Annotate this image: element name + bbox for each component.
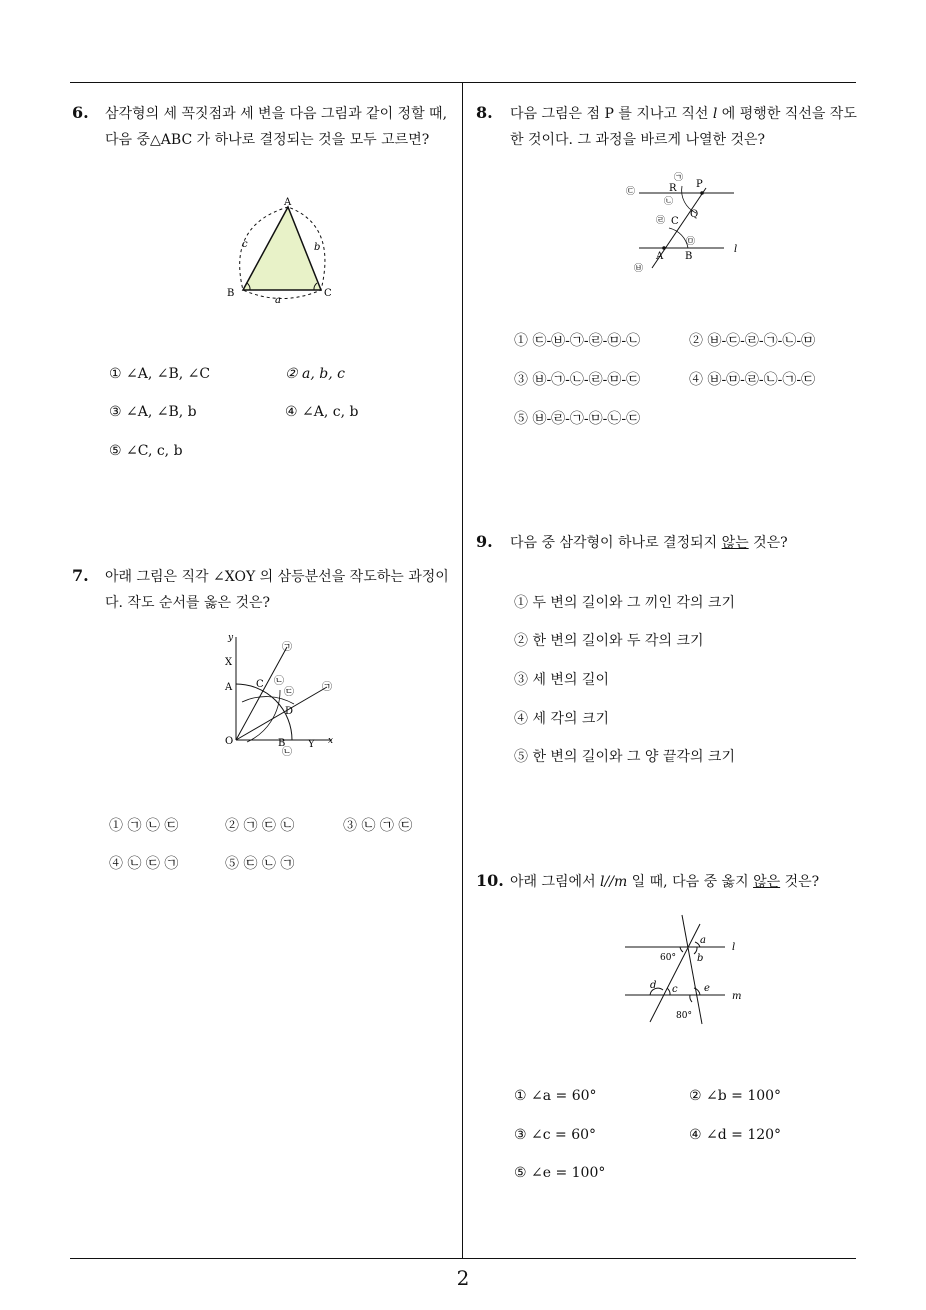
q10-angles-figure xyxy=(620,912,760,1031)
label-60: 60° xyxy=(660,953,676,963)
column-divider xyxy=(462,82,463,1258)
q9-option-5[interactable]: ⑤ 한 변의 길이와 그 양 끝각의 크기 xyxy=(514,749,735,765)
q8-text xyxy=(510,101,860,153)
q8-parallel-figure xyxy=(624,168,749,282)
label-x: x xyxy=(328,736,334,746)
arc-e xyxy=(694,988,700,995)
label-d: d xyxy=(650,980,657,991)
q9-option-4[interactable]: ④ 세 각의 크기 xyxy=(514,711,609,727)
bottom-rule xyxy=(70,1258,856,1259)
label-a: a xyxy=(700,935,706,946)
mark-d: ㉢ xyxy=(626,187,636,197)
label-c: c xyxy=(672,984,678,995)
q8-option-2[interactable]: ② ㉥-㉢-㉣-㉠-㉡-㉤ xyxy=(689,333,816,349)
label-B: B xyxy=(685,251,693,262)
mark-g1: ㉠ xyxy=(282,642,292,653)
q6-text: 삼각형의 세 꼭짓점과 세 변을 다음 그림과 같이 정할 때, 다음 중△ABC 가 하나로 결정되는 것을 모두 고르면? xyxy=(105,106,448,148)
mark-d1: ㉢ xyxy=(284,687,294,698)
q6-option-4[interactable]: ④ ∠A, c, b xyxy=(285,404,359,420)
q7-option-4[interactable]: ④ ㉡ ㉢ ㉠ xyxy=(109,856,179,872)
q10-underlined: 않은 xyxy=(753,874,781,890)
label-B: B xyxy=(278,738,286,749)
q9-text-part1: 다음 중 삼각형이 하나로 결정되지 xyxy=(510,535,722,551)
q10-number: 10. xyxy=(476,871,504,890)
transversal-1 xyxy=(682,915,702,1024)
mark-n: ㉡ xyxy=(664,197,674,207)
q7-trisection-figure xyxy=(222,632,347,766)
label-R: R xyxy=(669,183,677,194)
label-X: X xyxy=(225,657,233,668)
label-Q: Q xyxy=(690,209,699,220)
q7-option-3[interactable]: ③ ㉡ ㉠ ㉢ xyxy=(343,818,413,834)
top-rule xyxy=(70,82,856,83)
q10-option-4[interactable]: ④ ∠d = 120° xyxy=(689,1127,782,1143)
q6-option-5[interactable]: ⑤ ∠C, c, b xyxy=(109,443,183,459)
label-c: c xyxy=(242,239,248,250)
label-a: a xyxy=(275,295,281,306)
label-e: e xyxy=(704,983,710,994)
q8-option-5[interactable]: ⑤ ㉥-㉣-㉠-㉤-㉡-㉢ xyxy=(514,411,641,427)
mark-r: ㉣ xyxy=(656,216,666,226)
arc-c xyxy=(667,988,670,995)
q9-option-3[interactable]: ③ 세 변의 길이 xyxy=(514,672,609,688)
q10-text-part2: 일 때, 다음 중 옳지 xyxy=(627,874,754,890)
label-l: l xyxy=(734,244,738,255)
label-y: y xyxy=(228,633,234,643)
q9-number: 9. xyxy=(476,532,493,551)
ray-oc xyxy=(236,647,287,740)
label-l: l xyxy=(732,942,736,953)
mark-m: ㉤ xyxy=(686,237,696,247)
q9-underlined: 않는 xyxy=(721,535,749,551)
label-A: A xyxy=(656,251,664,262)
q10-option-5[interactable]: ⑤ ∠e = 100° xyxy=(514,1165,606,1181)
mark-n1: ㉡ xyxy=(274,676,284,687)
label-A: A xyxy=(284,197,292,208)
q7-text: 아래 그림은 직각 ∠XOY 의 삼등분선을 작도하는 과정이다. 작도 순서를 옳은 것은? xyxy=(105,569,449,611)
point-p xyxy=(700,191,704,195)
label-C: C xyxy=(671,216,679,227)
mark-h: ㉥ xyxy=(634,264,644,274)
q7-number: 7. xyxy=(72,566,89,585)
mark-n2: ㉡ xyxy=(282,747,292,758)
q10-option-3[interactable]: ③ ∠c = 60° xyxy=(514,1127,597,1143)
triangle-abc xyxy=(243,207,321,290)
q7-option-2[interactable]: ② ㉠ ㉢ ㉡ xyxy=(225,818,295,834)
label-C: C xyxy=(324,288,332,299)
label-80: 80° xyxy=(676,1011,692,1021)
label-B: B xyxy=(227,288,235,299)
arc-80 xyxy=(690,995,692,1002)
q9-option-2[interactable]: ② 한 변의 길이와 두 각의 크기 xyxy=(514,633,704,649)
q8-line-symbol: l xyxy=(712,106,718,122)
q8-option-4[interactable]: ④ ㉥-㉤-㉣-㉡-㉠-㉢ xyxy=(689,372,816,388)
label-P: P xyxy=(696,179,703,190)
mark-g2: ㉠ xyxy=(322,682,332,693)
q10-text-part3: 것은? xyxy=(780,874,820,890)
q6-option-2[interactable]: ② a, b, c xyxy=(285,366,345,382)
q8-text-part1: 다음 그림은 점 P 를 지나고 직선 xyxy=(510,106,713,122)
q10-option-2[interactable]: ② ∠b = 100° xyxy=(689,1088,782,1104)
q10-option-1[interactable]: ① ∠a = 60° xyxy=(514,1088,597,1104)
q9-option-1[interactable]: ① 두 변의 길이와 그 끼인 각의 크기 xyxy=(514,595,735,611)
mark-g: ㉠ xyxy=(674,173,684,183)
q6-number: 6. xyxy=(72,103,89,122)
q10-math: l//m xyxy=(600,874,628,890)
q8-text-part2: 에 평행한 직선을 작도한 것이다. 그 과정을 바르게 나열한 것은? xyxy=(510,106,857,148)
label-b: b xyxy=(697,953,704,964)
page-number: 2 xyxy=(456,1266,470,1290)
label-C: C xyxy=(256,679,264,690)
q10-text xyxy=(510,869,860,895)
q8-option-3[interactable]: ③ ㉥-㉠-㉡-㉣-㉤-㉢ xyxy=(514,372,641,388)
label-Y: Y xyxy=(308,739,315,750)
q9-text-part2: 것은? xyxy=(748,535,788,551)
arc-60 xyxy=(680,947,683,952)
label-m: m xyxy=(732,991,742,1002)
q6-option-1[interactable]: ① ∠A, ∠B, ∠C xyxy=(109,366,211,382)
label-D: D xyxy=(285,706,294,717)
arc-from-a xyxy=(247,690,280,742)
q10-text-part1: 아래 그림에서 xyxy=(510,874,601,890)
q9-text xyxy=(510,530,860,556)
label-b: b xyxy=(314,242,321,253)
q7-option-1[interactable]: ① ㉠ ㉡ ㉢ xyxy=(109,818,179,834)
label-O: O xyxy=(225,736,234,747)
q8-option-1[interactable]: ① ㉢-㉥-㉠-㉣-㉤-㉡ xyxy=(514,333,641,349)
q6-triangle-figure xyxy=(222,195,342,314)
q6-option-3[interactable]: ③ ∠A, ∠B, b xyxy=(109,404,197,420)
label-A: A xyxy=(225,682,233,693)
q8-number: 8. xyxy=(476,103,493,122)
q7-option-5[interactable]: ⑤ ㉢ ㉡ ㉠ xyxy=(225,856,295,872)
point-a xyxy=(662,246,666,250)
ray-od xyxy=(236,687,327,740)
